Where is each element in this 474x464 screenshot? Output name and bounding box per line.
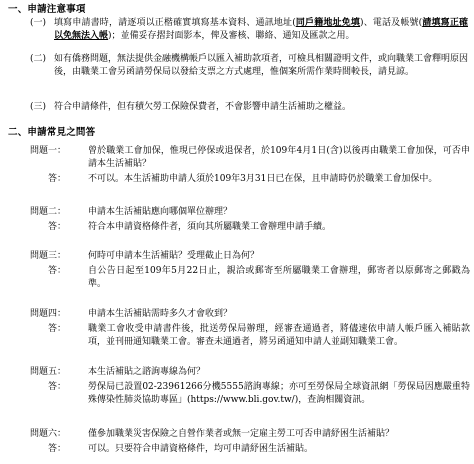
section1-title: 一、申請注意事項: [8, 4, 86, 15]
question-label: 問題四：: [30, 309, 67, 319]
question-label: 問題三：: [30, 251, 67, 261]
note-text: 符合申請條件，但有積欠勞工保險保費者，不會影響申請生活補助之權益。: [54, 102, 352, 112]
question-label: 問題五：: [30, 367, 67, 377]
note-text: 填寫申請書時，請逐項以正楷確實填寫基本資料、通訊地址(同戶籍地址免填)、電話及帳號(請填寫正確以免無法入帳)；並備妥存摺封面影本，俾及審核、聯絡、通知及匯款之用。: [54, 18, 468, 41]
question-label: 問題六：: [30, 429, 67, 439]
answer-label: 答：: [48, 324, 67, 334]
qa-item-4: [30, 308, 470, 349]
qa-item-3: [30, 250, 470, 291]
question-text: 申請本生活補貼需時多久才會收到？: [88, 309, 233, 319]
emphasis-text: 同戶籍地址免填: [295, 18, 361, 28]
note-number: (三): [30, 102, 47, 112]
note-number: (二): [30, 54, 47, 64]
emphasis-text: 請填寫正確以免無法入帳: [54, 18, 468, 41]
qa-item-2: [30, 206, 470, 234]
qa-item-5: [30, 366, 470, 407]
note-3: [30, 101, 468, 114]
answer-label: 答：: [48, 444, 67, 454]
question-text: 申請本生活補貼應向哪個單位辦理？: [88, 207, 233, 217]
answer-label: 答：: [48, 266, 67, 276]
note-2: [30, 53, 468, 79]
answer-text: 可以。只要符合申請資格條件，均可申請紓困生活補貼。: [88, 444, 314, 454]
qa-item-6: [30, 428, 470, 456]
section2-title: 二、申請常見之問答: [8, 127, 96, 138]
answer-text: 自公告日起至109年5月22日止，親洽或郵寄至所屬職業工會辦理，郵寄者以原郵寄之郵戳為準。: [88, 266, 470, 289]
answer-text: 勞保局已設置02-23961266分機5555諮詢專線；亦可至勞保局全球資訊網「勞保局因應嚴重特殊傳染性肺炎協助專區」(https://www.bli.gov.tw/)，查詢相關資訊。: [88, 382, 470, 405]
question-text: 曾於職業工會加保，惟現已停保或退保者，於109年4月1日(含)以後再由職業工會加保，可否申請本生活補貼？: [88, 146, 470, 169]
question-text: 本生活補貼之諮詢專線為何？: [88, 367, 206, 377]
answer-label: 答：: [48, 174, 67, 184]
question-label: 問題二：: [30, 207, 67, 217]
answer-text: 職業工會收受申請書件後，批送勞保局辦理，經審查通過者，將儘速依申請人帳戶匯入補貼款項，並刊冊通知職業工會。審查未通過者，將另函通知申請人並副知職業工會。: [88, 324, 470, 347]
question-text: 僅參加職業災害保險之自營作業者或無一定雇主勞工可否申請紓困生活補貼？: [88, 429, 395, 439]
answer-text: 不可以。本生活補助申請人須於109年3月31日已在保，且申請時仍於職業工會加保中。: [88, 174, 438, 184]
answer-label: 答：: [48, 222, 67, 232]
answer-text: 符合本申請資格條件者，須向其所屬職業工會辦理申請手續。: [88, 222, 332, 232]
note-number: (一): [30, 18, 47, 28]
answer-label: 答：: [48, 382, 67, 392]
question-text: 何時可申請本生活補貼？受理截止日為何？: [88, 251, 260, 261]
note-text: 如有僑務問題，無法提供金融機構帳戶以匯入補助款項者，可檢具相關證明文件，或向職業工會釋明原因後，由職業工會另函請勞保局以發給支票之方式處理，惟個案所需作業時間較長，請見諒。: [54, 54, 469, 77]
note-1: [30, 17, 468, 43]
qa-item-1: [30, 145, 470, 186]
question-label: 問題一：: [30, 146, 67, 156]
